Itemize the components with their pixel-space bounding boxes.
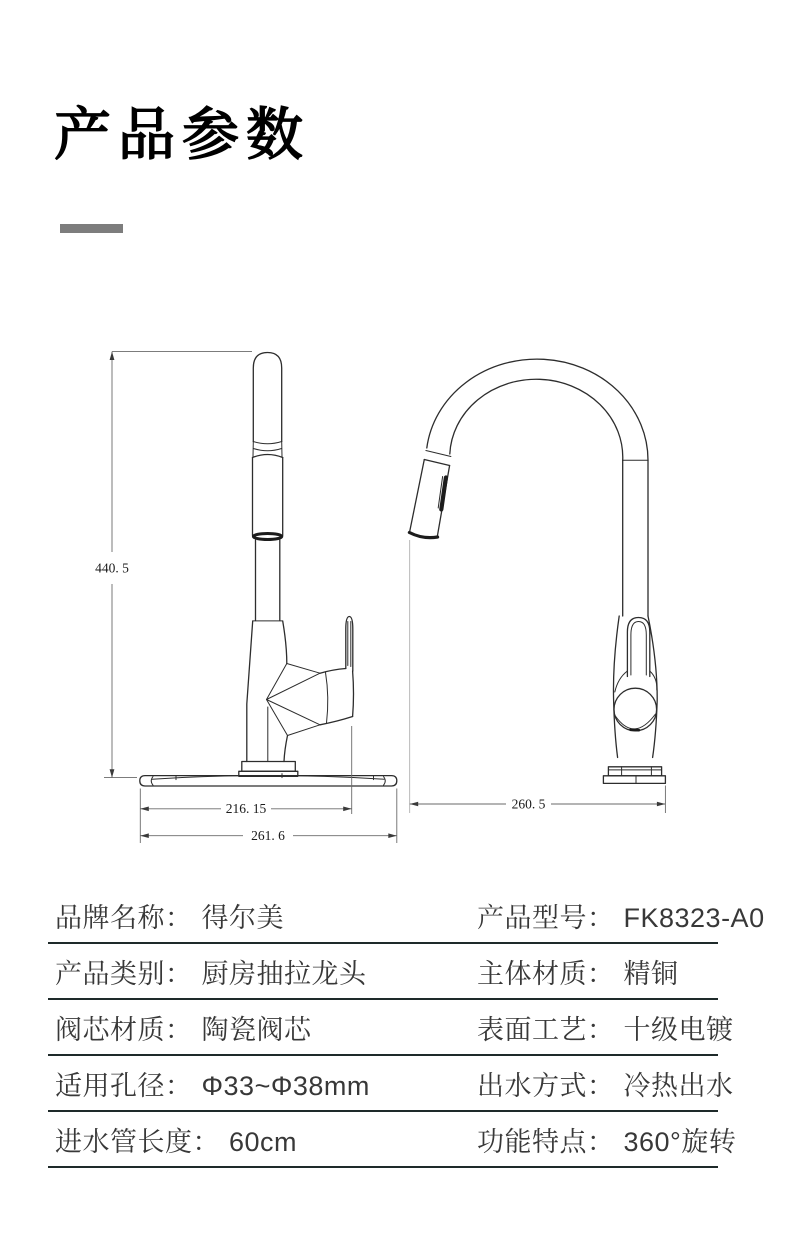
faucet-technical-drawing xyxy=(0,330,790,860)
spec-label-category: 产品类别： xyxy=(55,958,193,989)
title-accent-dash xyxy=(60,224,123,233)
spec-cell xyxy=(48,1008,477,1047)
mount-span-dimension xyxy=(140,726,351,843)
spec-row-hose-feature xyxy=(48,1112,737,1168)
handle-hub-side xyxy=(614,688,657,731)
spec-cell xyxy=(48,1064,477,1103)
spec-cell xyxy=(48,896,477,935)
spec-cell xyxy=(477,1120,736,1159)
page-title: 产品参数 xyxy=(54,103,310,167)
gooseneck-spout xyxy=(427,359,648,460)
spec-label-feature: 功能特点： xyxy=(477,1126,615,1157)
spec-label-valve: 阀芯材质： xyxy=(55,1014,193,1045)
spec-value-hole-size: Φ33~Φ38mm xyxy=(201,1070,370,1101)
pullout-sprayer-head xyxy=(409,451,451,538)
spec-cell xyxy=(48,1120,477,1159)
spec-value-brand: 得尔美 xyxy=(201,902,284,933)
spec-value-category: 厨房抽拉龙头 xyxy=(201,958,367,989)
mount-span-dimension-label: 216. 15 xyxy=(225,801,267,817)
base-width-dimension xyxy=(140,789,397,844)
product-dimension-diagram xyxy=(0,330,790,860)
spout-head xyxy=(253,353,281,442)
spec-cell xyxy=(477,896,765,935)
spec-label-hose-length: 进水管长度： xyxy=(55,1126,220,1157)
front-view-drawing xyxy=(95,352,397,844)
spec-label-finish: 表面工艺： xyxy=(477,1014,615,1045)
base-width-dimension-label: 261. 6 xyxy=(251,828,285,844)
spec-row-valve-finish xyxy=(48,1000,734,1056)
spec-label-outlet-mode: 出水方式： xyxy=(477,1070,615,1101)
height-dimension xyxy=(95,352,252,778)
spec-label-body-material: 主体材质： xyxy=(477,958,615,989)
handle-lever xyxy=(320,617,354,725)
spec-value-finish: 十级电镀 xyxy=(623,1014,734,1045)
side-view-drawing xyxy=(409,359,665,813)
spec-label-model: 产品型号： xyxy=(477,902,615,933)
spec-cell xyxy=(477,952,718,991)
spec-value-valve: 陶瓷阀芯 xyxy=(201,1014,312,1045)
spec-cell xyxy=(477,1008,734,1047)
spec-value-outlet-mode: 冷热出水 xyxy=(623,1070,734,1101)
spec-row-hole-outlet xyxy=(48,1056,734,1112)
spec-label-hole-size: 适用孔径： xyxy=(55,1070,193,1101)
spec-value-body-material: 精铜 xyxy=(623,958,679,989)
base-deck-plate xyxy=(140,762,397,787)
height-dimension-label: 440. 5 xyxy=(95,560,129,576)
spec-row-brand-model xyxy=(48,888,765,944)
spec-row-category-material xyxy=(48,944,718,1000)
spec-table xyxy=(48,888,765,1168)
spec-cell xyxy=(477,1064,734,1103)
spec-value-hose-length: 60cm xyxy=(229,1126,298,1157)
spec-value-model: FK8323-A0 xyxy=(623,902,765,933)
spec-label-brand: 品牌名称： xyxy=(55,902,193,933)
depth-dimension-label: 260. 5 xyxy=(511,796,546,812)
spec-value-feature: 360°旋转 xyxy=(623,1126,737,1157)
spec-cell xyxy=(48,952,477,991)
base-flange xyxy=(603,767,665,784)
